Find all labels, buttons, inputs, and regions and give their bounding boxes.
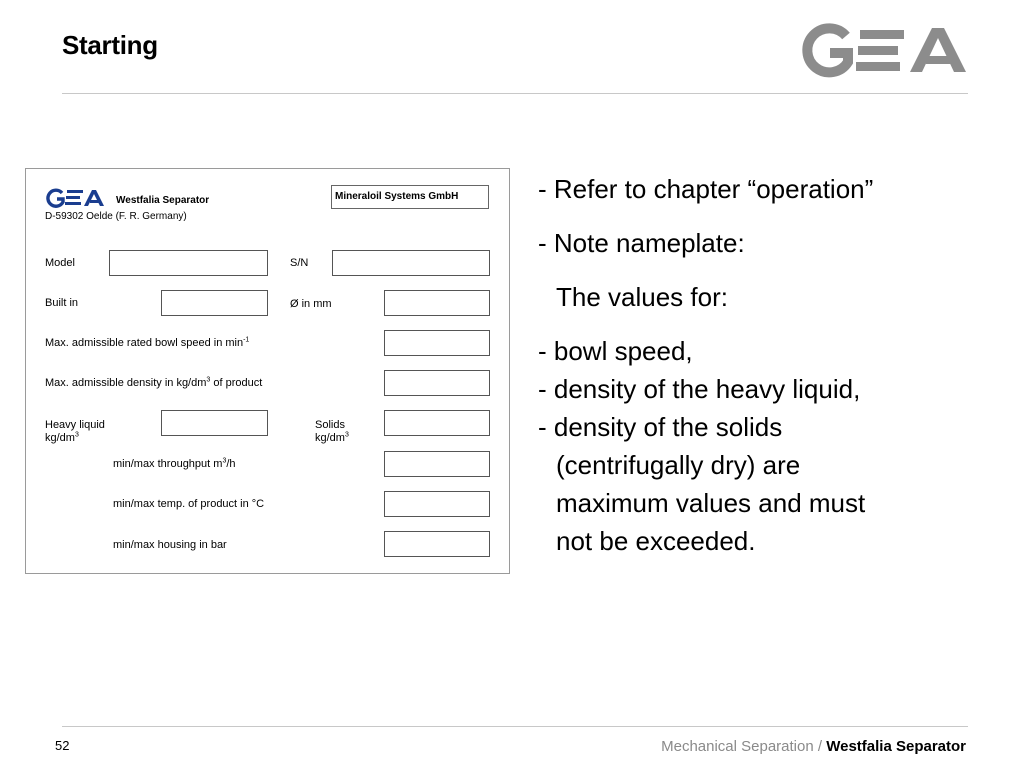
field-serial: [332, 250, 490, 276]
label-throughput-text-b: /h: [226, 458, 236, 470]
bullet-note-nameplate: - Note nameplate:: [538, 228, 745, 258]
field-diameter: [384, 290, 490, 316]
label-density-text-a: Max. admissible density in kg/dm: [45, 377, 207, 389]
field-density: [384, 370, 490, 396]
header-divider: [62, 93, 968, 94]
nameplate-image: [25, 168, 510, 574]
gea-logo: [798, 22, 970, 85]
field-throughput: [384, 451, 490, 477]
text-centrifugally-dry: (centrifugally dry) are: [556, 450, 801, 480]
label-throughput-text-a: min/max throughput m: [113, 458, 223, 470]
label-heavy-liquid-line1: Heavy liquid: [45, 419, 105, 431]
label-solids-line1: Solids: [315, 419, 345, 431]
footer-divider: [62, 726, 968, 727]
text-values-for: The values for:: [556, 282, 728, 312]
label-diameter: Ø in mm: [290, 298, 332, 310]
field-heavy-liquid: [161, 410, 268, 436]
bullet-text: [538, 170, 978, 560]
label-density: [45, 377, 262, 390]
field-temperature: [384, 491, 490, 517]
bullet-refer-chapter: - Refer to chapter “operation”: [538, 174, 874, 204]
footer-left: Mechanical Separation /: [661, 738, 827, 755]
label-housing: min/max housing in bar: [113, 539, 227, 551]
field-built-in: [161, 290, 268, 316]
label-model: Model: [45, 257, 75, 269]
field-housing: [384, 531, 490, 557]
bullet-density-heavy-liquid: - density of the heavy liquid,: [538, 374, 861, 404]
nameplate-company-box: Mineraloil Systems GmbH: [331, 185, 489, 209]
label-bowl-speed-text: Max. admissible rated bowl speed in min: [45, 337, 244, 349]
label-solids-sup: 3: [344, 431, 349, 439]
text-maximum-values: maximum values and must: [556, 488, 866, 518]
text-not-exceeded: not be exceeded.: [556, 526, 756, 556]
bullet-density-solids: - density of the solids: [538, 412, 783, 442]
label-throughput-sup: 3: [222, 457, 227, 465]
field-bowl-speed: [384, 330, 490, 356]
logo-text: [798, 22, 970, 85]
field-model: [109, 250, 268, 276]
footer-text: [661, 738, 966, 755]
label-heavy-liquid-sup: 3: [74, 431, 79, 439]
label-bowl-speed-sup: -1: [243, 336, 250, 344]
slide-title: Starting: [62, 30, 158, 60]
label-heavy-liquid: [45, 419, 105, 445]
label-density-text-b: of product: [210, 377, 263, 389]
page-number: 52: [55, 738, 70, 753]
nameplate-gea-logo: [45, 188, 109, 213]
footer-right: Westfalia Separator: [826, 738, 966, 755]
bullet-bowl-speed: - bowl speed,: [538, 336, 693, 366]
field-solids: [384, 410, 490, 436]
nameplate-brand: Westfalia Separator: [116, 195, 210, 206]
label-solids-line2: kg/dm: [315, 432, 345, 444]
label-throughput: [113, 458, 236, 471]
label-temperature: min/max temp. of product in °C: [113, 498, 265, 510]
label-heavy-liquid-line2: kg/dm: [45, 432, 75, 444]
label-built-in: Built in: [45, 297, 79, 309]
label-serial: S/N: [290, 257, 309, 269]
label-solids: [315, 419, 349, 445]
label-bowl-speed: [45, 337, 249, 350]
label-density-sup: 3: [206, 376, 211, 384]
nameplate-address: D-59302 Oelde (F. R. Germany): [45, 211, 187, 222]
